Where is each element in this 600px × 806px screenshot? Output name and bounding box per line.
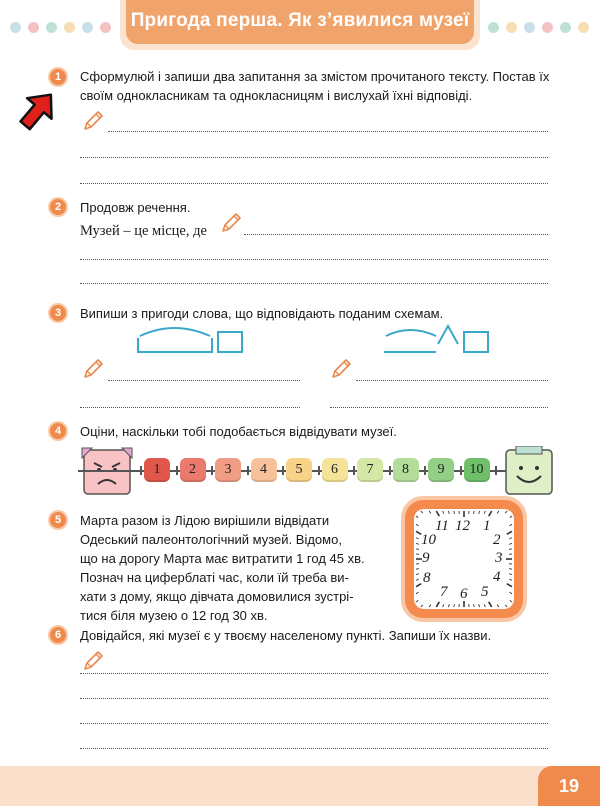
sad-face-icon [80, 446, 134, 498]
task-5-line: тися біля музею о 12 год 30 хв. [80, 608, 268, 623]
clock-tick [497, 511, 499, 513]
task-number-2: 2 [48, 197, 68, 217]
answer-line[interactable] [330, 407, 548, 408]
answer-line[interactable] [80, 407, 300, 408]
task-3-text: Випиши з пригоди слова, що відповідають поданим схемам. [80, 306, 444, 321]
answer-line[interactable] [80, 723, 548, 724]
task-1-line-1: Сформулюй і запиши два запитання за змістом прочитаного тексту. Постав їх [80, 69, 550, 84]
rating-scale-tick [389, 466, 391, 475]
answer-line[interactable] [80, 748, 548, 749]
rating-option-3[interactable]: 3 [215, 458, 241, 482]
header-title-bar [126, 0, 474, 44]
clock-tick [416, 549, 419, 550]
clock-tick [416, 579, 419, 580]
clock-tick [509, 549, 512, 550]
rating-scale-tick [211, 466, 213, 475]
clock-number: 8 [423, 570, 431, 586]
rating-option-6[interactable]: 6 [322, 458, 348, 482]
clock-tick [454, 604, 455, 607]
clock-tick [416, 569, 419, 570]
clock-tick [416, 600, 418, 602]
header-tab [120, 0, 480, 50]
clock-tick [505, 511, 507, 513]
answer-line[interactable] [80, 183, 548, 184]
rating-option-2[interactable]: 2 [180, 458, 206, 482]
answer-line[interactable] [80, 283, 548, 284]
task-6-text: Довідайся, які музеї є у твоєму населеному пункті. Запиши їх назви. [80, 628, 492, 643]
clock-tick [416, 574, 419, 575]
page-number: 19 [538, 766, 600, 806]
clock-face[interactable] [414, 509, 514, 609]
rating-scale-tick [176, 466, 178, 475]
clock-number: 2 [493, 532, 501, 548]
clock-tick [416, 543, 419, 544]
header-dots-right [480, 22, 600, 34]
answer-line[interactable] [80, 698, 548, 699]
rating-option-4[interactable]: 4 [251, 458, 277, 482]
pencil-icon [330, 358, 352, 380]
rating-scale-tick [247, 466, 249, 475]
clock-tick [510, 600, 512, 602]
clock-tick [429, 511, 431, 513]
clock-number: 4 [493, 569, 501, 585]
clock-frame [405, 500, 523, 618]
page-footer [0, 766, 600, 806]
task-5-line: що на дорогу Марта має витратити 1 год 45 хв. [80, 551, 365, 566]
clock-number: 7 [440, 584, 448, 600]
rating-option-9[interactable]: 9 [428, 458, 454, 482]
answer-line[interactable] [80, 259, 548, 260]
clock-tick [509, 579, 512, 580]
task-number-1: 1 [48, 67, 68, 87]
rating-option-8[interactable]: 8 [393, 458, 419, 482]
clock-tick [454, 511, 455, 514]
clock-tick [448, 511, 449, 514]
clock-tick [507, 531, 512, 534]
clock-tick [416, 538, 419, 539]
clock-tick [474, 511, 475, 514]
pencil-icon [82, 110, 104, 132]
task-2-prompt: Музей – це місце, де [80, 223, 207, 239]
rating-scale-tick [460, 466, 462, 475]
answer-line[interactable] [108, 131, 548, 132]
answer-line[interactable] [80, 157, 548, 158]
answer-line[interactable] [80, 673, 548, 674]
rating-scale-tick [140, 466, 142, 475]
clock-tick [509, 569, 512, 570]
task-5-text [80, 511, 390, 625]
clock-tick [448, 604, 449, 607]
clock-tick [443, 511, 444, 514]
clock-tick [436, 602, 439, 607]
task-4-text: Оціни, наскільки тобі подобається відвідувати музеї. [80, 424, 397, 439]
task-1-line-2: своїм однокласникам та однокласницям і вислухай їхні відповіді. [80, 88, 473, 103]
rating-option-5[interactable]: 5 [286, 458, 312, 482]
header-dots-left [0, 22, 120, 34]
rating-option-10[interactable]: 10 [464, 458, 490, 482]
clock-number: 3 [495, 550, 503, 566]
task-number-4: 4 [48, 421, 68, 441]
rating-scale-tick [282, 466, 284, 475]
rating-option-1[interactable]: 1 [144, 458, 170, 482]
clock-tick [436, 511, 439, 516]
rating-scale-tick [318, 466, 320, 475]
clock-tick [489, 602, 492, 607]
task-5-line: Одеський палеонтологічний музей. Відомо, [80, 532, 342, 547]
clock-tick [479, 604, 480, 607]
clock-tick [416, 584, 421, 587]
answer-line[interactable] [108, 380, 300, 381]
clock-number: 6 [460, 586, 468, 602]
page-title: Пригода перша. Як з’явилися музеї [130, 10, 470, 31]
word-scheme-2 [380, 320, 492, 356]
clock-tick [421, 605, 423, 607]
clock-number: 11 [435, 518, 449, 534]
task-1-text [80, 67, 550, 105]
clock-tick [505, 605, 507, 607]
task-5-line: хати з дому, якщо дівчата домовилися зустрі- [80, 589, 354, 604]
word-scheme-1 [134, 322, 246, 356]
task-2-text: Продовж речення. [80, 200, 191, 215]
clock-tick [474, 604, 475, 607]
rating-option-7[interactable]: 7 [357, 458, 383, 482]
clock-number: 1 [483, 518, 491, 534]
happy-face-icon [502, 446, 556, 498]
clock-tick [443, 604, 444, 607]
task-number-5: 5 [48, 510, 68, 530]
task-5-line: Познач на циферблаті час, коли їй треба ви- [80, 570, 349, 585]
rating-scale-tick [353, 466, 355, 475]
clock-tick [484, 604, 485, 607]
rating-scale-tick [495, 466, 497, 475]
pencil-icon [82, 358, 104, 380]
clock-tick [484, 511, 485, 514]
clock-tick [509, 543, 512, 544]
clock-tick [509, 538, 512, 539]
clock-tick [421, 511, 423, 513]
red-arrow-icon [18, 88, 58, 132]
clock-tick [489, 511, 492, 516]
clock-tick [416, 516, 418, 518]
answer-line[interactable] [356, 380, 548, 381]
task-5-line: Марта разом із Лідою вирішили відвідати [80, 513, 330, 528]
clock-tick [416, 592, 418, 594]
pencil-icon [82, 650, 104, 672]
answer-line[interactable] [244, 234, 548, 235]
clock-tick [507, 584, 512, 587]
clock-tick [497, 605, 499, 607]
clock-number: 9 [422, 550, 430, 566]
clock-number: 5 [481, 584, 489, 600]
clock-tick [510, 524, 512, 526]
pencil-icon [220, 212, 242, 234]
task-number-3: 3 [48, 303, 68, 323]
clock-tick [509, 574, 512, 575]
task-number-6: 6 [48, 625, 68, 645]
clock-number: 10 [421, 532, 436, 548]
rating-scale-tick [424, 466, 426, 475]
clock-tick [416, 524, 418, 526]
clock-tick [479, 511, 480, 514]
clock-number: 12 [455, 518, 470, 534]
clock-tick [510, 592, 512, 594]
clock-tick [429, 605, 431, 607]
clock-tick [510, 516, 512, 518]
